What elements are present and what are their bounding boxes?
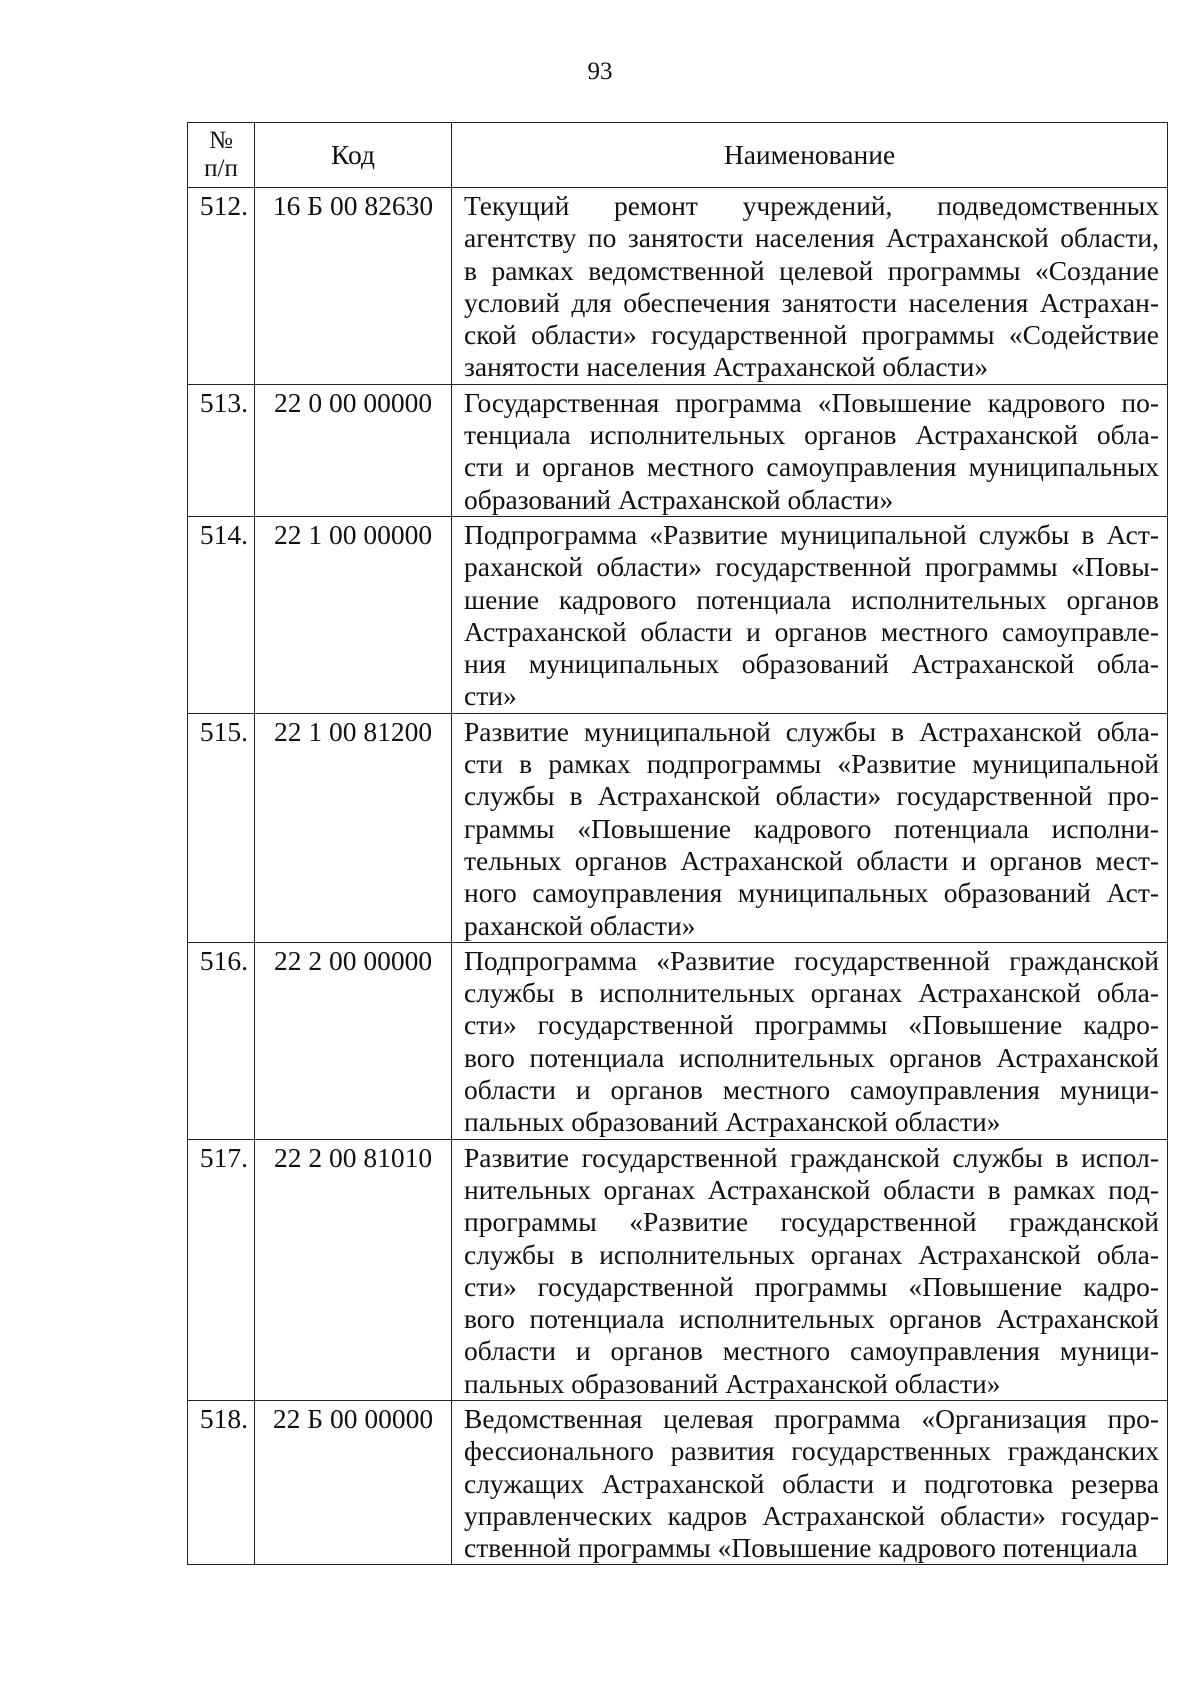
row-name-line: Подпрограмма «Развитие государственной гражданской xyxy=(464,944,1159,976)
row-name-line: ного самоуправления муниципальных образований Аст- xyxy=(464,877,1159,909)
row-name-line: области и органов местного самоуправления муници- xyxy=(464,1335,1159,1367)
row-name-line: Подпрограмма «Развитие муниципальной службы в Аст- xyxy=(464,518,1159,550)
page-number: 93 xyxy=(587,58,613,85)
row-name xyxy=(452,942,1168,1139)
row-name-line: Астраханской области и органов местного самоуправле- xyxy=(464,615,1159,647)
row-name xyxy=(452,1139,1168,1400)
row-name-line: сти и органов местного самоуправления муниципальных xyxy=(464,451,1159,483)
row-name-line: области и органов местного самоуправления муници- xyxy=(464,1074,1159,1106)
header-number-line1: № xyxy=(209,127,233,154)
table-row xyxy=(188,1139,1168,1400)
row-name-line: в рамках ведомственной целевой программы «Создание xyxy=(464,254,1159,286)
row-name-line: граммы «Повышение кадрового потенциала исполни- xyxy=(464,812,1159,844)
row-name-line: ственной программы «Повышение кадрового потенциала xyxy=(464,1532,1138,1564)
row-name-line: вого потенциала исполнительных органов Астраханской xyxy=(464,1041,1159,1073)
row-code: 16 Б 00 82630 xyxy=(255,188,452,385)
row-name-line: агентству по занятости населения Астраханской области, xyxy=(464,222,1159,254)
row-name-line: ния муниципальных образований Астраханской обла- xyxy=(464,648,1159,680)
row-name-line: программы «Развитие государственной гражданской xyxy=(464,1206,1159,1238)
row-name-line: сти» xyxy=(464,680,517,712)
row-name-line: условий для обеспечения занятости населения Астрахан- xyxy=(464,286,1159,318)
row-name-line: тельных органов Астраханской области и органов мест- xyxy=(464,844,1159,876)
row-name xyxy=(452,713,1168,942)
row-name-line: службы в Астраханской области» государственной про- xyxy=(464,780,1159,812)
row-code: 22 2 00 00000 xyxy=(255,942,452,1139)
row-name-line: Развитие государственной гражданской службы в испол- xyxy=(464,1141,1159,1173)
row-name xyxy=(452,384,1168,516)
row-name-line: Государственная программа «Повышение кадрового по- xyxy=(464,386,1159,418)
row-code: 22 2 00 81010 xyxy=(255,1139,452,1400)
row-name-line: раханской области» xyxy=(464,909,696,941)
table-row xyxy=(188,516,1168,713)
table-header-row xyxy=(188,123,1168,188)
table-row xyxy=(188,713,1168,942)
row-number: 518. xyxy=(188,1400,255,1564)
budget-codes-table xyxy=(187,122,1168,1565)
row-name-line: тенциала исполнительных органов Астраханской обла- xyxy=(464,419,1159,451)
row-name-line: раханской области» государственной программы «Повы- xyxy=(464,551,1159,583)
row-code: 22 0 00 00000 xyxy=(255,384,452,516)
row-name-line: пальных образований Астраханской области» xyxy=(464,1106,1001,1138)
row-number: 515. xyxy=(188,713,255,942)
row-name-line: шение кадрового потенциала исполнительных органов xyxy=(464,583,1159,615)
row-name-line: служащих Астраханской области и подготовка резерва xyxy=(464,1467,1159,1499)
row-name-line: вого потенциала исполнительных органов Астраханской xyxy=(464,1303,1159,1335)
row-name xyxy=(452,188,1168,385)
row-name-line: сти в рамках подпрограммы «Развитие муниципальной xyxy=(464,748,1159,780)
row-name-line: Развитие муниципальной службы в Астраханской обла- xyxy=(464,715,1159,747)
row-name xyxy=(452,1400,1168,1564)
row-name-line: пальных образований Астраханской области» xyxy=(464,1367,1001,1399)
table-row xyxy=(188,188,1168,385)
row-name-line: Текущий ремонт учреждений, подведомственных xyxy=(464,190,1159,221)
row-code: 22 1 00 81200 xyxy=(255,713,452,942)
table-row xyxy=(188,1400,1168,1564)
row-name xyxy=(452,516,1168,713)
row-name-line: сти» государственной программы «Повышение кадро- xyxy=(464,1009,1159,1041)
row-number: 513. xyxy=(188,384,255,516)
row-name-line: образований Астраханской области» xyxy=(464,483,894,515)
row-name-line: службы в исполнительных органах Астраханской обла- xyxy=(464,1238,1159,1270)
row-name-line: занятости населения Астраханской области» xyxy=(464,351,989,383)
row-name-line: нительных органах Астраханской области в рамках под- xyxy=(464,1173,1159,1205)
row-name-line: фессионального развития государственных гражданских xyxy=(464,1435,1159,1467)
header-code: Код xyxy=(255,123,452,188)
row-code: 22 Б 00 00000 xyxy=(255,1400,452,1564)
row-number: 517. xyxy=(188,1139,255,1400)
row-number: 514. xyxy=(188,516,255,713)
row-name-line: Ведомственная целевая программа «Организация про- xyxy=(464,1402,1159,1434)
table-row xyxy=(188,384,1168,516)
header-number xyxy=(188,123,255,188)
row-number: 512. xyxy=(188,188,255,385)
row-name-line: ской области» государственной программы «Содействие xyxy=(464,319,1159,351)
header-number-line2: п/п xyxy=(204,155,238,182)
row-code: 22 1 00 00000 xyxy=(255,516,452,713)
header-name: Наименование xyxy=(452,123,1168,188)
row-name-line: сти» государственной программы «Повышение кадро- xyxy=(464,1270,1159,1302)
row-name-line: службы в исполнительных органах Астраханской обла- xyxy=(464,977,1159,1009)
row-number: 516. xyxy=(188,942,255,1139)
table-row xyxy=(188,942,1168,1139)
row-name-line: управленческих кадров Астраханской области» государ- xyxy=(464,1499,1159,1531)
